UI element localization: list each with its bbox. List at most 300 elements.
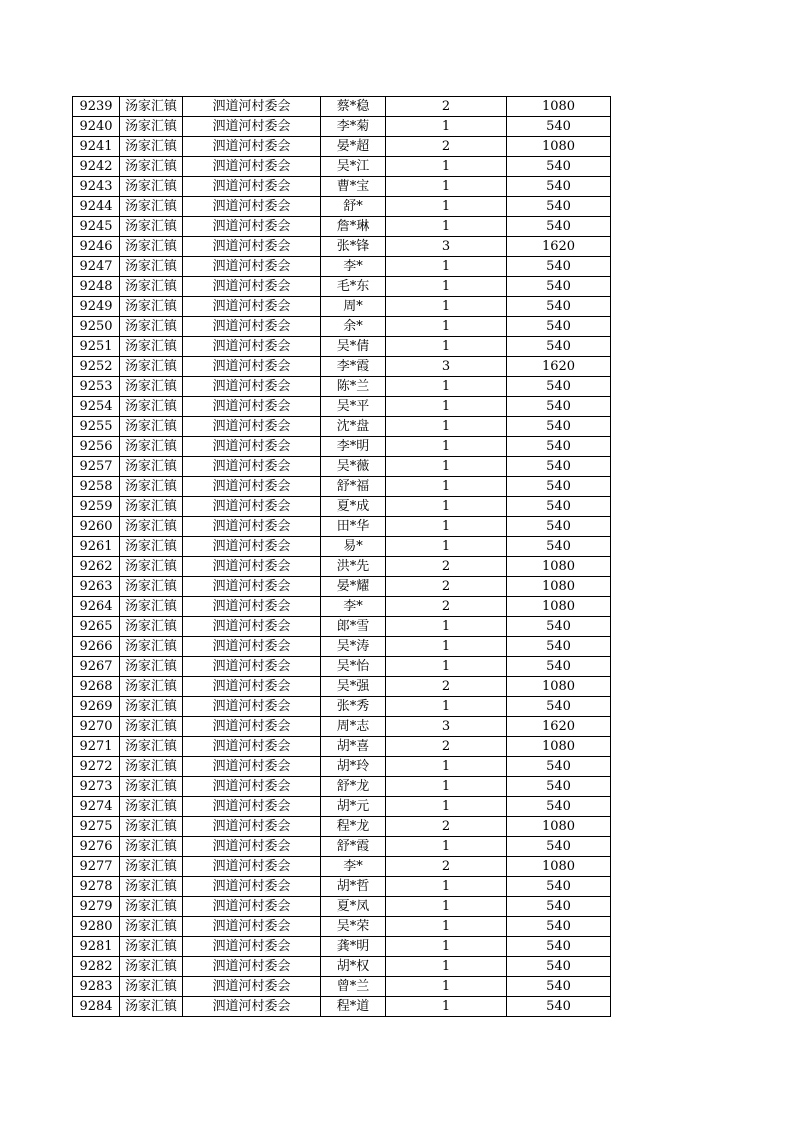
village-committee-cell: 泗道河村委会 [183,117,321,137]
name-cell: 夏*凤 [321,897,386,917]
table-row [73,617,611,637]
town-cell: 汤家汇镇 [120,997,183,1017]
town-cell: 汤家汇镇 [120,537,183,557]
town-cell: 汤家汇镇 [120,517,183,537]
town-cell: 汤家汇镇 [120,757,183,777]
count-cell: 3 [386,237,507,257]
name-cell: 夏*成 [321,497,386,517]
table-row [73,737,611,757]
town-cell: 汤家汇镇 [120,97,183,117]
amount-cell: 1620 [507,717,611,737]
count-cell: 2 [386,677,507,697]
table-row [73,357,611,377]
row-number-cell: 9269 [73,697,120,717]
table-row [73,597,611,617]
row-number-cell: 9268 [73,677,120,697]
village-committee-cell: 泗道河村委会 [183,537,321,557]
count-cell: 2 [386,597,507,617]
table-row [73,157,611,177]
town-cell: 汤家汇镇 [120,177,183,197]
name-cell: 李*菊 [321,117,386,137]
table-row [73,697,611,717]
table-row [73,217,611,237]
town-cell: 汤家汇镇 [120,737,183,757]
amount-cell: 540 [507,317,611,337]
table-row [73,577,611,597]
row-number-cell: 9243 [73,177,120,197]
row-number-cell: 9256 [73,437,120,457]
table-row [73,777,611,797]
row-number-cell: 9241 [73,137,120,157]
row-number-cell: 9266 [73,637,120,657]
town-cell: 汤家汇镇 [120,557,183,577]
count-cell: 1 [386,977,507,997]
table-row [73,437,611,457]
count-cell: 1 [386,457,507,477]
row-number-cell: 9252 [73,357,120,377]
town-cell: 汤家汇镇 [120,597,183,617]
row-number-cell: 9264 [73,597,120,617]
row-number-cell: 9245 [73,217,120,237]
village-committee-cell: 泗道河村委会 [183,397,321,417]
town-cell: 汤家汇镇 [120,377,183,397]
count-cell: 1 [386,197,507,217]
count-cell: 3 [386,357,507,377]
amount-cell: 540 [507,257,611,277]
count-cell: 1 [386,417,507,437]
name-cell: 陈*兰 [321,377,386,397]
table-row [73,897,611,917]
town-cell: 汤家汇镇 [120,857,183,877]
town-cell: 汤家汇镇 [120,317,183,337]
amount-cell: 1620 [507,237,611,257]
count-cell: 1 [386,777,507,797]
amount-cell: 540 [507,197,611,217]
village-committee-cell: 泗道河村委会 [183,697,321,717]
count-cell: 1 [386,397,507,417]
row-number-cell: 9279 [73,897,120,917]
name-cell: 程*道 [321,997,386,1017]
table-row [73,717,611,737]
town-cell: 汤家汇镇 [120,957,183,977]
table-row [73,237,611,257]
town-cell: 汤家汇镇 [120,257,183,277]
village-committee-cell: 泗道河村委会 [183,777,321,797]
count-cell: 1 [386,337,507,357]
amount-cell: 1080 [507,817,611,837]
village-committee-cell: 泗道河村委会 [183,977,321,997]
town-cell: 汤家汇镇 [120,937,183,957]
row-number-cell: 9265 [73,617,120,637]
count-cell: 2 [386,857,507,877]
table-row [73,277,611,297]
town-cell: 汤家汇镇 [120,477,183,497]
count-cell: 1 [386,897,507,917]
name-cell: 洪*先 [321,557,386,577]
row-number-cell: 9278 [73,877,120,897]
count-cell: 2 [386,577,507,597]
amount-cell: 540 [507,177,611,197]
name-cell: 詹*琳 [321,217,386,237]
village-committee-cell: 泗道河村委会 [183,97,321,117]
village-committee-cell: 泗道河村委会 [183,637,321,657]
count-cell: 1 [386,837,507,857]
village-committee-cell: 泗道河村委会 [183,157,321,177]
town-cell: 汤家汇镇 [120,197,183,217]
row-number-cell: 9260 [73,517,120,537]
count-cell: 2 [386,557,507,577]
name-cell: 沈*盘 [321,417,386,437]
name-cell: 吴*江 [321,157,386,177]
town-cell: 汤家汇镇 [120,877,183,897]
row-number-cell: 9254 [73,397,120,417]
count-cell: 1 [386,157,507,177]
town-cell: 汤家汇镇 [120,837,183,857]
table-row [73,97,611,117]
amount-cell: 540 [507,917,611,937]
name-cell: 晏*超 [321,137,386,157]
count-cell: 1 [386,177,507,197]
village-committee-cell: 泗道河村委会 [183,617,321,637]
village-committee-cell: 泗道河村委会 [183,237,321,257]
name-cell: 李*明 [321,437,386,457]
amount-cell: 540 [507,397,611,417]
village-committee-cell: 泗道河村委会 [183,857,321,877]
row-number-cell: 9239 [73,97,120,117]
amount-cell: 540 [507,157,611,177]
amount-cell: 540 [507,217,611,237]
name-cell: 舒*福 [321,477,386,497]
count-cell: 2 [386,97,507,117]
amount-cell: 540 [507,637,611,657]
name-cell: 李* [321,857,386,877]
village-committee-cell: 泗道河村委会 [183,437,321,457]
table-row [73,817,611,837]
village-committee-cell: 泗道河村委会 [183,817,321,837]
village-committee-cell: 泗道河村委会 [183,377,321,397]
amount-cell: 540 [507,277,611,297]
amount-cell: 540 [507,797,611,817]
table-row [73,857,611,877]
town-cell: 汤家汇镇 [120,277,183,297]
name-cell: 毛*东 [321,277,386,297]
amount-cell: 1080 [507,677,611,697]
town-cell: 汤家汇镇 [120,677,183,697]
village-committee-cell: 泗道河村委会 [183,597,321,617]
amount-cell: 1080 [507,557,611,577]
amount-cell: 540 [507,297,611,317]
row-number-cell: 9242 [73,157,120,177]
town-cell: 汤家汇镇 [120,217,183,237]
table-row [73,337,611,357]
row-number-cell: 9255 [73,417,120,437]
village-committee-cell: 泗道河村委会 [183,737,321,757]
name-cell: 张*锋 [321,237,386,257]
town-cell: 汤家汇镇 [120,637,183,657]
village-committee-cell: 泗道河村委会 [183,357,321,377]
count-cell: 1 [386,937,507,957]
name-cell: 胡*喜 [321,737,386,757]
row-number-cell: 9284 [73,997,120,1017]
row-number-cell: 9251 [73,337,120,357]
row-number-cell: 9276 [73,837,120,857]
town-cell: 汤家汇镇 [120,817,183,837]
table-row [73,317,611,337]
amount-cell: 1080 [507,577,611,597]
row-number-cell: 9248 [73,277,120,297]
name-cell: 余* [321,317,386,337]
amount-cell: 540 [507,877,611,897]
row-number-cell: 9250 [73,317,120,337]
row-number-cell: 9282 [73,957,120,977]
row-number-cell: 9262 [73,557,120,577]
amount-cell: 540 [507,477,611,497]
subsidy-table [72,96,611,1017]
amount-cell: 540 [507,897,611,917]
amount-cell: 540 [507,997,611,1017]
village-committee-cell: 泗道河村委会 [183,757,321,777]
row-number-cell: 9258 [73,477,120,497]
town-cell: 汤家汇镇 [120,417,183,437]
count-cell: 1 [386,657,507,677]
count-cell: 1 [386,797,507,817]
name-cell: 程*龙 [321,817,386,837]
town-cell: 汤家汇镇 [120,297,183,317]
village-committee-cell: 泗道河村委会 [183,277,321,297]
table-body [73,97,611,1017]
count-cell: 1 [386,637,507,657]
amount-cell: 540 [507,837,611,857]
town-cell: 汤家汇镇 [120,457,183,477]
village-committee-cell: 泗道河村委会 [183,217,321,237]
town-cell: 汤家汇镇 [120,157,183,177]
town-cell: 汤家汇镇 [120,977,183,997]
amount-cell: 540 [507,457,611,477]
table-row [73,497,611,517]
table-row [73,997,611,1017]
village-committee-cell: 泗道河村委会 [183,837,321,857]
table-row [73,757,611,777]
table-row [73,377,611,397]
count-cell: 1 [386,917,507,937]
row-number-cell: 9281 [73,937,120,957]
village-committee-cell: 泗道河村委会 [183,797,321,817]
row-number-cell: 9271 [73,737,120,757]
amount-cell: 540 [507,437,611,457]
amount-cell: 540 [507,777,611,797]
name-cell: 舒*霞 [321,837,386,857]
name-cell: 吴*怡 [321,657,386,677]
town-cell: 汤家汇镇 [120,137,183,157]
table-row [73,177,611,197]
table-row [73,517,611,537]
row-number-cell: 9257 [73,457,120,477]
name-cell: 胡*元 [321,797,386,817]
count-cell: 2 [386,137,507,157]
village-committee-cell: 泗道河村委会 [183,937,321,957]
amount-cell: 540 [507,617,611,637]
row-number-cell: 9259 [73,497,120,517]
village-committee-cell: 泗道河村委会 [183,517,321,537]
count-cell: 2 [386,817,507,837]
amount-cell: 1080 [507,737,611,757]
town-cell: 汤家汇镇 [120,657,183,677]
amount-cell: 1620 [507,357,611,377]
table-row [73,937,611,957]
name-cell: 周*志 [321,717,386,737]
table-row [73,657,611,677]
town-cell: 汤家汇镇 [120,797,183,817]
row-number-cell: 9272 [73,757,120,777]
name-cell: 李* [321,597,386,617]
village-committee-cell: 泗道河村委会 [183,917,321,937]
row-number-cell: 9283 [73,977,120,997]
row-number-cell: 9267 [73,657,120,677]
name-cell: 吴*薇 [321,457,386,477]
village-committee-cell: 泗道河村委会 [183,457,321,477]
name-cell: 吴*倩 [321,337,386,357]
village-committee-cell: 泗道河村委会 [183,877,321,897]
table-row [73,977,611,997]
name-cell: 舒*龙 [321,777,386,797]
table-row [73,297,611,317]
row-number-cell: 9280 [73,917,120,937]
table-row [73,957,611,977]
table-row [73,457,611,477]
amount-cell: 540 [507,657,611,677]
amount-cell: 540 [507,117,611,137]
count-cell: 1 [386,437,507,457]
village-committee-cell: 泗道河村委会 [183,317,321,337]
count-cell: 1 [386,317,507,337]
count-cell: 1 [386,377,507,397]
town-cell: 汤家汇镇 [120,897,183,917]
amount-cell: 540 [507,757,611,777]
table-row [73,557,611,577]
name-cell: 舒* [321,197,386,217]
name-cell: 吴*涛 [321,637,386,657]
table-row [73,197,611,217]
table-row [73,677,611,697]
village-committee-cell: 泗道河村委会 [183,337,321,357]
count-cell: 1 [386,617,507,637]
row-number-cell: 9246 [73,237,120,257]
name-cell: 李* [321,257,386,277]
row-number-cell: 9270 [73,717,120,737]
amount-cell: 540 [507,537,611,557]
row-number-cell: 9274 [73,797,120,817]
table-row [73,537,611,557]
town-cell: 汤家汇镇 [120,717,183,737]
village-committee-cell: 泗道河村委会 [183,997,321,1017]
row-number-cell: 9249 [73,297,120,317]
town-cell: 汤家汇镇 [120,697,183,717]
village-committee-cell: 泗道河村委会 [183,677,321,697]
name-cell: 蔡*稳 [321,97,386,117]
town-cell: 汤家汇镇 [120,437,183,457]
count-cell: 1 [386,877,507,897]
village-committee-cell: 泗道河村委会 [183,497,321,517]
table-row [73,257,611,277]
village-committee-cell: 泗道河村委会 [183,897,321,917]
name-cell: 吴*强 [321,677,386,697]
count-cell: 1 [386,997,507,1017]
row-number-cell: 9253 [73,377,120,397]
village-committee-cell: 泗道河村委会 [183,577,321,597]
village-committee-cell: 泗道河村委会 [183,557,321,577]
count-cell: 1 [386,497,507,517]
name-cell: 郎*雪 [321,617,386,637]
count-cell: 1 [386,537,507,557]
table-row [73,837,611,857]
row-number-cell: 9263 [73,577,120,597]
village-committee-cell: 泗道河村委会 [183,197,321,217]
amount-cell: 1080 [507,97,611,117]
village-committee-cell: 泗道河村委会 [183,957,321,977]
count-cell: 1 [386,297,507,317]
row-number-cell: 9275 [73,817,120,837]
table-row [73,877,611,897]
amount-cell: 1080 [507,597,611,617]
town-cell: 汤家汇镇 [120,337,183,357]
row-number-cell: 9273 [73,777,120,797]
table-row [73,397,611,417]
village-committee-cell: 泗道河村委会 [183,297,321,317]
village-committee-cell: 泗道河村委会 [183,177,321,197]
count-cell: 3 [386,717,507,737]
count-cell: 1 [386,517,507,537]
table-row [73,637,611,657]
count-cell: 1 [386,117,507,137]
table-row [73,137,611,157]
row-number-cell: 9261 [73,537,120,557]
town-cell: 汤家汇镇 [120,577,183,597]
town-cell: 汤家汇镇 [120,617,183,637]
village-committee-cell: 泗道河村委会 [183,717,321,737]
town-cell: 汤家汇镇 [120,237,183,257]
count-cell: 1 [386,277,507,297]
amount-cell: 540 [507,957,611,977]
name-cell: 周* [321,297,386,317]
count-cell: 1 [386,257,507,277]
village-committee-cell: 泗道河村委会 [183,417,321,437]
town-cell: 汤家汇镇 [120,117,183,137]
name-cell: 胡*哲 [321,877,386,897]
count-cell: 1 [386,217,507,237]
amount-cell: 1080 [507,137,611,157]
row-number-cell: 9247 [73,257,120,277]
town-cell: 汤家汇镇 [120,357,183,377]
row-number-cell: 9277 [73,857,120,877]
table-row [73,417,611,437]
table-row [73,477,611,497]
amount-cell: 540 [507,697,611,717]
town-cell: 汤家汇镇 [120,397,183,417]
town-cell: 汤家汇镇 [120,777,183,797]
town-cell: 汤家汇镇 [120,917,183,937]
amount-cell: 540 [507,517,611,537]
count-cell: 1 [386,697,507,717]
name-cell: 晏*耀 [321,577,386,597]
name-cell: 龚*明 [321,937,386,957]
village-committee-cell: 泗道河村委会 [183,137,321,157]
amount-cell: 540 [507,497,611,517]
row-number-cell: 9240 [73,117,120,137]
amount-cell: 540 [507,937,611,957]
name-cell: 易* [321,537,386,557]
table-row [73,117,611,137]
amount-cell: 540 [507,417,611,437]
